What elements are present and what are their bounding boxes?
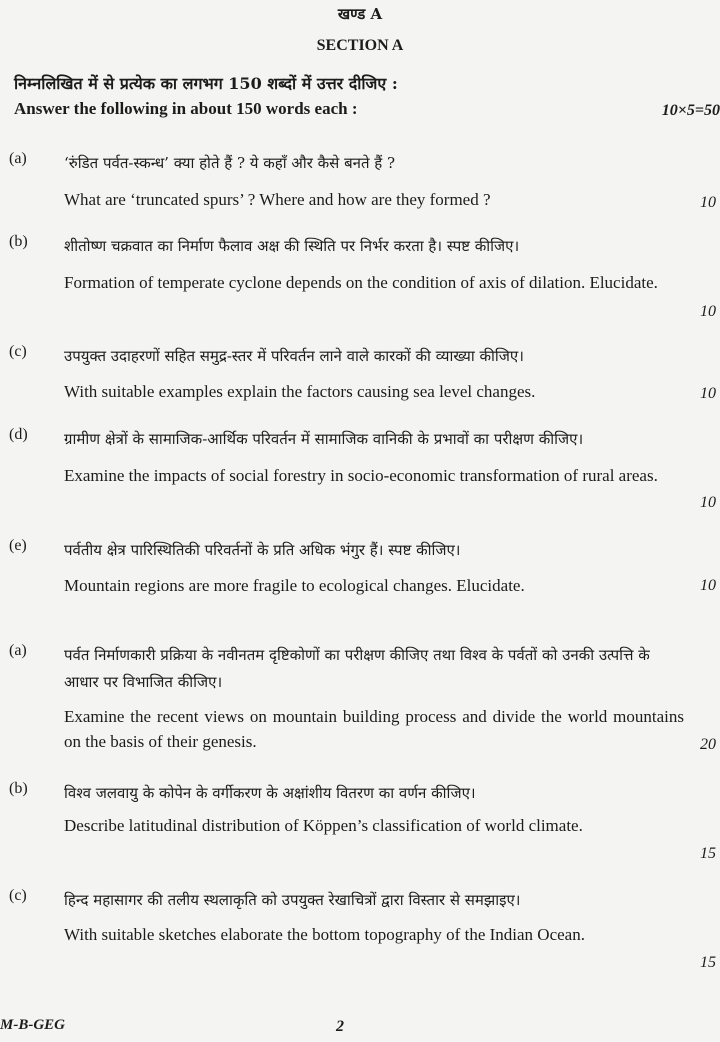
question-label: (c) xyxy=(9,343,27,360)
question-text-hindi: शीतोष्ण चक्रवात का निर्माण फैलाव अक्ष की स्थिति पर निर्भर करता है। स्पष्ट कीजिए। xyxy=(64,237,520,255)
instruction-hindi: निम्नलिखित में से प्रत्येक का लगभग 150 शब्दों में उत्तर दीजिए : xyxy=(14,74,398,93)
question-text-english: Examine the impacts of social forestry in socio-economic transformation of rural areas. xyxy=(64,466,658,485)
question-label: (e) xyxy=(9,537,27,554)
question-text-english: What are ‘truncated spurs’ ? Where and how are they formed ? xyxy=(64,190,491,209)
question-text-hindi: हिन्द महासागर की तलीय स्थलाकृति को उपयुक्त रेखाचित्रों द्वारा विस्तार से समझाइए। xyxy=(64,891,521,909)
question-text-english: With suitable sketches elaborate the bottom topography of the Indian Ocean. xyxy=(64,925,585,944)
section-title: SECTION A xyxy=(316,37,404,54)
question-text-english: Formation of temperate cyclone depends on the condition of axis of dilation. Elucidate. xyxy=(64,273,658,292)
question-text-hindi: विश्व जलवायु के कोपेन के वर्गीकरण के अक्षांशीय वितरण का वर्णन कीजिए। xyxy=(64,784,476,802)
question-text-english: Describe latitudinal distribution of Köppen’s classification of world climate. xyxy=(64,816,583,835)
question-marks: 20 xyxy=(700,736,716,753)
question-text-hindi: उपयुक्त उदाहरणों सहित समुद्र-स्तर में परिवर्तन लाने वाले कारकों की व्याख्या कीजिए। xyxy=(64,347,524,365)
question-text-hindi: ग्रामीण क्षेत्रों के सामाजिक-आर्थिक परिवर्तन में सामाजिक वानिकी के प्रभावों का परीक्षण कीजिए। xyxy=(64,430,584,448)
question-label: (b) xyxy=(9,233,28,250)
question-label: (b) xyxy=(9,780,28,797)
question-text-hindi: पर्वत निर्माणकारी प्रक्रिया के नवीनतम दृष्टिकोणों का परीक्षण कीजिए तथा विश्व के पर्वतों को उनकी उत्पत्ति के आधार पर विभाजित कीजिए। xyxy=(64,646,650,691)
question-label: (c) xyxy=(9,887,27,904)
question-text-hindi: पर्वतीय क्षेत्र पारिस्थितिकी परिवर्तनों के प्रति अधिक भंगुर हैं। स्पष्ट कीजिए। xyxy=(64,541,461,559)
question-marks: 15 xyxy=(700,954,716,971)
question-label: (d) xyxy=(9,426,28,443)
question-marks: 15 xyxy=(700,845,716,862)
paper-code: M-B-GEG xyxy=(0,1017,66,1033)
question-label: (a) xyxy=(9,642,27,659)
question-marks: 10 xyxy=(700,385,716,402)
question-text-hindi: ‘रुंडित पर्वत-स्कन्ध’ क्या होते हैं ? ये कहाँ और कैसे बनते हैं ? xyxy=(64,154,396,172)
question-text-english: Examine the recent views on mountain building process and divide the world mountains on the basis of their genesis. xyxy=(64,707,684,751)
question-marks: 10 xyxy=(700,494,716,511)
question-marks: 10 xyxy=(700,303,716,320)
question-text-english: With suitable examples explain the factors causing sea level changes. xyxy=(64,382,536,401)
page-number: 2 xyxy=(336,1018,344,1035)
question-marks: 10 xyxy=(700,194,716,211)
question-marks: 10 xyxy=(700,577,716,594)
question-text-english: Mountain regions are more fragile to ecological changes. Elucidate. xyxy=(64,576,525,595)
total-marks: 10×5=50 xyxy=(661,102,720,119)
section-title-hindi: खण्ड A xyxy=(337,5,383,23)
question-label: (a) xyxy=(9,150,27,167)
instruction-english: Answer the following in about 150 words each : xyxy=(14,99,358,118)
